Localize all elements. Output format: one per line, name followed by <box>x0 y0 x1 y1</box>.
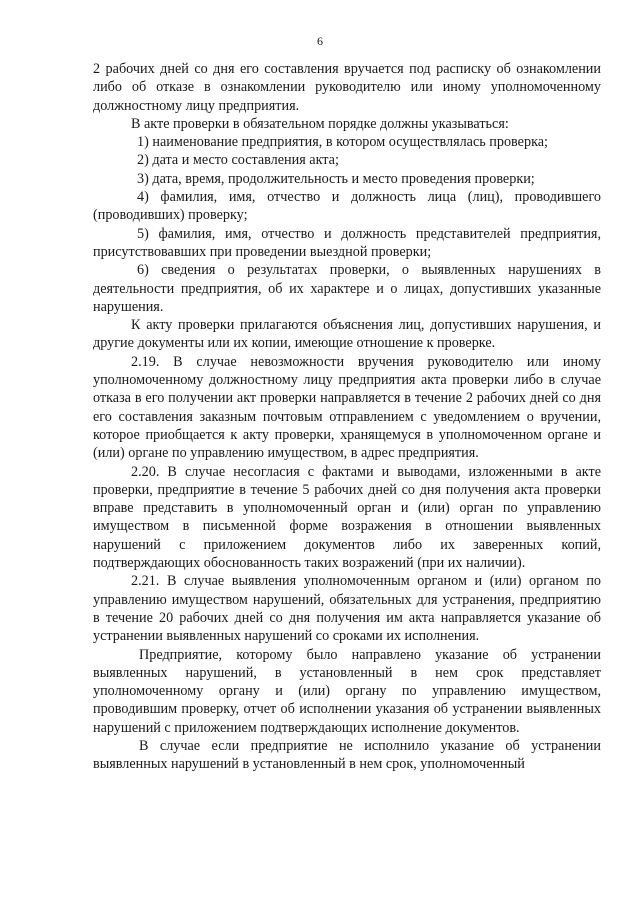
document-body <box>93 60 601 774</box>
clause-2-19: 2.19. В случае невозможности вручения руководителю или иному уполномоченному должностному лицу предприятия акта проверки либо в случае отказа в его получении акт проверки направляется в течение 2 рабочих дней со дня его составления заказным почтовым отправлением с уведомлением о вручении, которое приобщается к акту проверки, хранящемуся в уполномоченном органе и (или) органе по управлению имуществом, в адрес предприятия. <box>93 353 601 462</box>
list-item-2: 2) дата и место составления акта; <box>137 152 339 169</box>
clause-2-20: 2.20. В случае несогласия с фактами и выводами, изложенными в акте проверки, предприятие в течение 5 рабочих дней со дня получения акта проверки вправе представить в уполномоченный орган и (или) орган по управлению имуществом в письменной форме возражения в отношении выявленных нарушений с приложением документов либо их заверенных копий, подтверждающих обоснованность таких возражений (при их наличии). <box>93 463 601 572</box>
page-number: 6 <box>317 34 323 48</box>
list-item-4: 4) фамилия, имя, отчество и должность лица (лиц), проводившего (проводивших) проверку; <box>93 189 601 224</box>
list-item-3: 3) дата, время, продолжительность и место проведения проверки; <box>137 170 535 187</box>
list-item-6: 6) сведения о результатах проверки, о выявленных нарушениях в деятельности предприятия, об их характере и о лицах, допустивших указанные нарушения. <box>93 262 601 315</box>
paragraph-act-contents-intro: В акте проверки в обязательном порядке должны указываться: <box>131 115 509 132</box>
paragraph-delivery: 2 рабочих дней со дня его составления вручается под расписку об ознакомлении либо об отказе в ознакомлении руководителю или иному уполномоченному должностному лицу предприятия. <box>93 61 601 114</box>
paragraph-non-compliance: В случае если предприятие не исполнило указание об устранении выявленных нарушений в установленный в нем срок, уполномоченный <box>93 737 601 773</box>
list-item-1: 1) наименование предприятия, в котором осуществлялась проверка; <box>137 134 548 151</box>
paragraph-report: Предприятие, которому было направлено указание об устранении выявленных нарушений, в установленный в нем срок представляет уполномоченному органу и (или) органу по управлению имуществом, проводившим проверку, отчет об исполнении указания об устранении выявленных нарушений с приложением подтверждающих исполнение документов. <box>93 646 601 736</box>
clause-2-21: 2.21. В случае выявления уполномоченным органом и (или) органом по управлению имуществом нарушений, обязательных для устранения, предприятию в течение 20 рабочих дней со дня получения им акта направляется указание об устранении выявленных нарушений со сроками их исполнения. <box>93 573 601 645</box>
list-item-5: 5) фамилия, имя, отчество и должность представителей предприятия, присутствовавших при проведении выездной проверки; <box>93 225 601 260</box>
paragraph-attachments: К акту проверки прилагаются объяснения лиц, допустивших нарушения, и другие документы или их копии, имеющие отношение к проверке. <box>93 317 601 352</box>
